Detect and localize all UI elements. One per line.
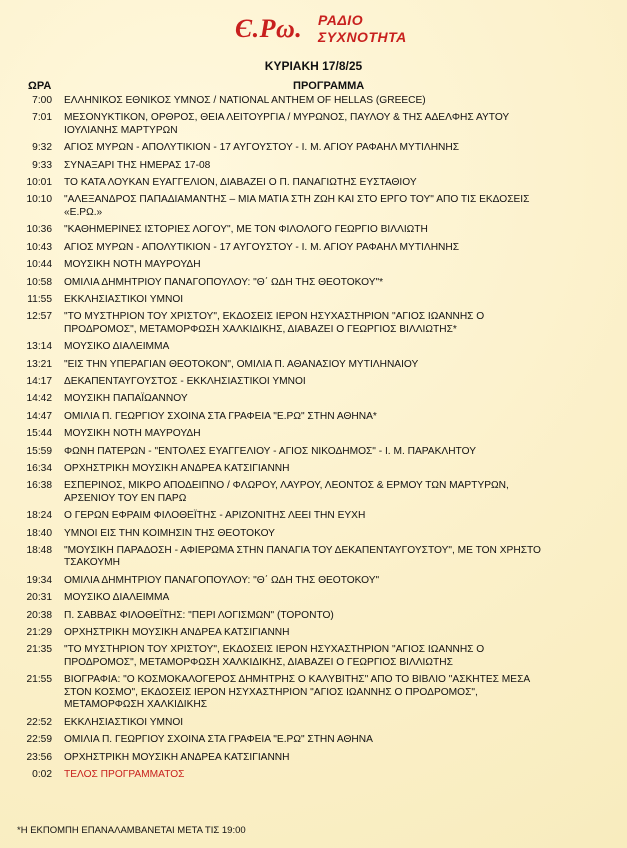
schedule-row: [0, 545, 627, 570]
schedule-row: [0, 95, 627, 108]
schedule-description-line: ΜΟΥΣΙΚΗ ΝΟΤΗ ΜΑΥΡΟΥΔΗ: [64, 259, 201, 271]
schedule-list: [0, 95, 627, 786]
schedule-time: 10:44: [26, 259, 52, 271]
schedule-row: [0, 359, 627, 372]
schedule-row: [0, 259, 627, 272]
schedule-description-line: "ΜΟΥΣΙΚΗ ΠΑΡΑΔΟΣΗ - ΑΦΙΕΡΩΜΑ ΣΤΗΝ ΠΑΝΑΓΙΑ ΤΟΥ ΔΕΚΑΠΕΝΤΑΥΓΟΥΣΤΟΥ", ΜΕ ΤΟΝ ΧΡΗΣΤΟ: [64, 544, 541, 556]
schedule-time: 9:32: [32, 142, 52, 154]
schedule-description-line: ΜΕΤΑΜΟΡΦΩΣΗ ΧΑΛΚΙΔΙΚΗΣ: [64, 699, 208, 711]
schedule-description-line: ΙΟΥΛΙΑΝΗΣ ΜΑΡΤΥΡΩΝ: [64, 124, 178, 136]
schedule-description-line: ΜΟΥΣΙΚΗ ΝΟΤΗ ΜΑΥΡΟΥΔΗ: [64, 428, 201, 440]
schedule-row: [0, 717, 627, 730]
schedule-description-line: ΟΜΙΛΙΑ ΔΗΜΗΤΡΙΟΥ ΠΑΝΑΓΟΠΟΥΛΟΥ: "Θ΄ ΩΔΗ ΤΗΣ ΘΕΟΤΟΚΟΥ": [64, 574, 380, 586]
schedule-description-line: ΟΡΧΗΣΤΡΙΚΗ ΜΟΥΣΙΚΗ ΑΝΔΡΕΑ ΚΑΤΣΙΓΙΑΝΝΗ: [64, 462, 290, 474]
schedule-description-line: Ο ΓΕΡΩΝ ΕΦΡΑΙΜ ΦΙΛΟΘΕΪΤΗΣ - ΑΡΙΖΟΝΙΤΗΣ ΛΕΕΙ ΤΗΝ ΕΥΧΗ: [64, 510, 366, 522]
logo-wordmark: Є.Ρω.: [235, 14, 303, 43]
schedule-description: [64, 717, 609, 730]
schedule-time: 15:59: [26, 445, 52, 457]
schedule-description: [64, 242, 609, 255]
schedule-description: [64, 610, 609, 623]
column-header-time: ΩΡΑ: [28, 80, 52, 92]
schedule-row: [0, 575, 627, 588]
schedule-time: 18:40: [26, 527, 52, 539]
schedule-time: 14:42: [26, 393, 52, 405]
schedule-description: [64, 428, 609, 441]
schedule-description: [64, 510, 609, 523]
schedule-description-line: ΦΩΝΗ ΠΑΤΕΡΩΝ - "ΕΝΤΟΛΕΣ ΕΥΑΓΓΕΛΙΟΥ - ΑΓΙΟΣ ΝΙΚΟΔΗΜΟΣ" - Ι. Μ. ΠΑΡΑΚΛΗΤΟΥ: [64, 445, 476, 457]
footer-note: *Η ΕΚΠΟΜΠΗ ΕΠΑΝΑΛΑΜΒΑΝΕΤΑΙ ΜΕΤΑ ΤΙΣ 19:00: [17, 825, 246, 836]
schedule-description-line: "ΑΛΕΞΑΝΔΡΟΣ ΠΑΠΑΔΙΑΜΑΝΤΗΣ – ΜΙΑ ΜΑΤΙΑ ΣΤΗ ΖΩΗ ΚΑΙ ΣΤΟ ΕΡΓΟ ΤΟΥ" ΑΠΟ ΤΙΣ ΕΚΔΟΣΕΙΣ: [64, 194, 530, 206]
schedule-time: 14:47: [26, 410, 52, 422]
schedule-description-line: ΕΣΠΕΡΙΝΟΣ, ΜΙΚΡΟ ΑΠΟΔΕΙΠΝΟ / ΦΛΩΡΟΥ, ΛΑΥΡΟΥ, ΛΕΟΝΤΟΣ & ΕΡΜΟΥ ΤΩΝ ΜΑΡΤΥΡΩΝ,: [64, 480, 509, 492]
schedule-time: 18:24: [26, 510, 52, 522]
schedule-description-line: ΜΟΥΣΙΚΟ ΔΙΑΛΕΙΜΜΑ: [64, 592, 170, 604]
schedule-row: [0, 224, 627, 237]
schedule-row: [0, 177, 627, 190]
schedule-time: 14:17: [26, 375, 52, 387]
schedule-description: [64, 259, 609, 272]
schedule-row: [0, 294, 627, 307]
schedule-time: 13:21: [26, 358, 52, 370]
schedule-description: [64, 194, 609, 219]
schedule-time: 10:58: [26, 276, 52, 288]
schedule-description-line: ΒΙΟΓΡΑΦΙΑ: "Ο ΚΟΣΜΟΚΑΛΟΓΕΡΟΣ ΔΗΜΗΤΡΗΣ Ο ΚΑΛΥΒΙΤΗΣ" ΑΠΟ ΤΟ ΒΙΒΛΙΟ "ΑΣΚΗΤΕΣ ΜΕΣΑ: [64, 674, 531, 686]
schedule-description: [64, 341, 609, 354]
schedule-description-line: ΟΜΙΛΙΑ ΔΗΜΗΤΡΙΟΥ ΠΑΝΑΓΟΠΟΥΛΟΥ: "Θ΄ ΩΔΗ ΤΗΣ ΘΕΟΤΟΚΟΥ"*: [64, 276, 384, 288]
schedule-row: [0, 311, 627, 336]
schedule-time: 12:57: [26, 311, 52, 323]
logo-tagline: [318, 12, 407, 46]
schedule-description: [64, 734, 609, 747]
schedule-description-line: ΥΜΝΟΙ ΕΙΣ ΤΗΝ ΚΟΙΜΗΣΙΝ ΤΗΣ ΘΕΟΤΟΚΟΥ: [64, 527, 275, 539]
schedule-description: [64, 311, 609, 336]
schedule-description: [64, 95, 609, 108]
schedule-time: 22:59: [26, 734, 52, 746]
schedule-time: 16:38: [26, 480, 52, 492]
schedule-description-line: ΜΟΥΣΙΚΗ ΠΑΠΑΪΩΑΝΝΟΥ: [64, 393, 188, 405]
schedule-description: [64, 674, 609, 712]
schedule-description-line: ΑΓΙΟΣ ΜΥΡΩΝ - ΑΠΟΛΥΤΙΚΙΟΝ - 17 ΑΥΓΟΥΣΤΟΥ - Ι. Μ. ΑΓΙΟΥ ΡΑΦΑΗΛ ΜΥΤΙΛΗΝΗΣ: [64, 241, 460, 253]
schedule-description-line: ΤΣΑΚΟΥΜΗ: [64, 557, 121, 569]
schedule-time: 10:01: [26, 177, 52, 189]
schedule-time: 7:01: [32, 112, 52, 124]
schedule-description-line: ΑΡΣΕΝΙΟΥ ΤΟΥ ΕΝ ΠΑΡΩ: [64, 492, 187, 504]
schedule-description-line: ΕΛΛΗΝΙΚΟΣ ΕΘΝΙΚΟΣ ΥΜΝΟΣ / NATIONAL ANTHEM OF HELLAS (GREECE): [64, 95, 426, 106]
schedule-description-line: ΜΟΥΣΙΚΟ ΔΙΑΛΕΙΜΜΑ: [64, 341, 170, 353]
schedule-time: 10:10: [26, 194, 52, 206]
schedule-time: 0:02: [32, 768, 52, 780]
schedule-description-line: ΠΡΟΔΡΟΜΟΣ", ΜΕΤΑΜΟΡΦΩΣΗ ΧΑΛΚΙΔΙΚΗΣ, ΔΙΑΒΑΖΕΙ Ο ΓΕΩΡΓΙΟΣ ΒΙΛΛΙΩΤΗΣ: [64, 656, 453, 668]
schedule-row: [0, 510, 627, 523]
schedule-time: 21:55: [26, 674, 52, 686]
schedule-time: 16:34: [26, 462, 52, 474]
schedule-row: [0, 610, 627, 623]
schedule-description: [64, 769, 609, 782]
schedule-description: [64, 411, 609, 424]
schedule-row: [0, 277, 627, 290]
schedule-description: [64, 446, 609, 459]
schedule-description-line: ΤΕΛΟΣ ΠΡΟΓΡΑΜΜΑΤΟΣ: [64, 768, 185, 780]
schedule-row: [0, 160, 627, 173]
schedule-time: 23:56: [26, 751, 52, 763]
schedule-row: [0, 142, 627, 155]
schedule-row: [0, 194, 627, 219]
schedule-description-line: ΣΤΟΝ ΚΟΣΜΟ", ΕΚΔΟΣΕΙΣ ΙΕΡΟΝ ΗΣΥΧΑΣΤΗΡΙΟΝ "ΑΓΙΟΣ ΙΩΑΝΝΗΣ Ο ΠΡΟΔΡΟΜΟΣ",: [64, 686, 478, 698]
column-header-program: ΠΡΟΓΡΑΜΜΑ: [293, 80, 365, 92]
schedule-time: 19:34: [26, 574, 52, 586]
schedule-description-line: ΕΚΚΛΗΣΙΑΣΤΙΚΟΙ ΥΜΝΟΙ: [64, 716, 184, 728]
schedule-row: [0, 393, 627, 406]
schedule-date: ΚΥΡΙΑΚΗ 17/8/25: [264, 59, 363, 73]
schedule-time: 7:00: [32, 95, 52, 106]
schedule-time: 20:31: [26, 592, 52, 604]
schedule-description: [64, 393, 609, 406]
schedule-description-line: "ΤΟ ΜΥΣΤΗΡΙΟΝ ΤΟΥ ΧΡΙΣΤΟΥ", ΕΚΔΟΣΕΙΣ ΙΕΡΟΝ ΗΣΥΧΑΣΤΗΡΙΟΝ "ΑΓΙΟΣ ΙΩΑΝΝΗΣ Ο: [64, 644, 485, 656]
logo-tagline-line2: ΣΥΧΝΟΤΗΤΑ: [318, 29, 407, 45]
schedule-description: [64, 545, 609, 570]
schedule-description: [64, 575, 609, 588]
schedule-description: [64, 480, 609, 505]
schedule-description: [64, 142, 609, 155]
schedule-time: 10:43: [26, 241, 52, 253]
schedule-row: [0, 446, 627, 459]
schedule-row: [0, 592, 627, 605]
schedule-description-line: ΔΕΚΑΠΕΝΤΑΥΓΟΥΣΤΟΣ - ΕΚΚΛΗΣΙΑΣΤΙΚΟΙ ΥΜΝΟΙ: [64, 375, 306, 387]
schedule-time: 11:55: [27, 293, 52, 305]
schedule-description-line: "ΚΑΘΗΜΕΡΙΝΕΣ ΙΣΤΟΡΙΕΣ ΛΟΓΟΥ", ΜΕ ΤΟΝ ΦΙΛΟΛΟΓΟ ΓΕΩΡΓΙΟ ΒΙΛΛΙΩΤΗ: [64, 224, 428, 236]
schedule-description-line: Π. ΣΑΒΒΑΣ ΦΙΛΟΘΕΪΤΗΣ: "ΠΕΡΙ ΛΟΓΙΣΜΩΝ" (ΤΟΡΟΝΤΟ): [64, 609, 334, 621]
schedule-description-line: ΑΓΙΟΣ ΜΥΡΩΝ - ΑΠΟΛΥΤΙΚΙΟΝ - 17 ΑΥΓΟΥΣΤΟΥ - Ι. Μ. ΑΓΙΟΥ ΡΑΦΑΗΛ ΜΥΤΙΛΗΝΗΣ: [64, 142, 460, 154]
schedule-row: [0, 242, 627, 255]
schedule-description: [64, 752, 609, 765]
schedule-description: [64, 463, 609, 476]
schedule-description-line: ΜΕΣΟΝΥΚΤΙΚΟΝ, ΟΡΘΡΟΣ, ΘΕΙΑ ΛΕΙΤΟΥΡΓΙΑ / ΜΥΡΩΝΟΣ, ΠΑΥΛΟΥ & ΤΗΣ ΑΔΕΛΦΗΣ ΑΥΤΟΥ: [64, 112, 510, 124]
schedule-description: [64, 177, 609, 190]
schedule-row: [0, 411, 627, 424]
schedule-row: [0, 752, 627, 765]
schedule-time: 21:29: [26, 627, 52, 639]
schedule-time: 21:35: [26, 644, 52, 656]
schedule-description: [64, 294, 609, 307]
schedule-description-line: ΟΡΧΗΣΤΡΙΚΗ ΜΟΥΣΙΚΗ ΑΝΔΡΕΑ ΚΑΤΣΙΓΙΑΝΝΗ: [64, 627, 290, 639]
schedule-row: [0, 463, 627, 476]
schedule-description: [64, 376, 609, 389]
schedule-time: 18:48: [26, 544, 52, 556]
schedule-description-line: "ΤΟ ΜΥΣΤΗΡΙΟΝ ΤΟΥ ΧΡΙΣΤΟΥ", ΕΚΔΟΣΕΙΣ ΙΕΡΟΝ ΗΣΥΧΑΣΤΗΡΙΟΝ "ΑΓΙΟΣ ΙΩΑΝΝΗΣ Ο: [64, 311, 485, 323]
schedule-time: 10:36: [26, 224, 52, 236]
schedule-description-line: «Ε.ΡΩ.»: [64, 206, 103, 218]
schedule-description: [64, 592, 609, 605]
schedule-description: [64, 528, 609, 541]
schedule-description-line: ΣΥΝΑΞΑΡΙ ΤΗΣ ΗΜΕΡΑΣ 17-08: [64, 159, 211, 171]
schedule-row: [0, 428, 627, 441]
schedule-description-line: ΕΚΚΛΗΣΙΑΣΤΙΚΟΙ ΥΜΝΟΙ: [64, 293, 184, 305]
schedule-time: 15:44: [26, 428, 52, 440]
schedule-description-line: ΠΡΟΔΡΟΜΟΣ", ΜΕΤΑΜΟΡΦΩΣΗ ΧΑΛΚΙΔΙΚΗΣ, ΔΙΑΒΑΖΕΙ Ο ΓΕΩΡΓΙΟΣ ΒΙΛΛΙΩΤΗΣ*: [64, 323, 457, 335]
schedule-description: [64, 224, 609, 237]
schedule-row: [0, 112, 627, 137]
schedule-time: 13:14: [26, 341, 52, 353]
schedule-description-line: ΟΡΧΗΣΤΡΙΚΗ ΜΟΥΣΙΚΗ ΑΝΔΡΕΑ ΚΑΤΣΙΓΙΑΝΝΗ: [64, 751, 290, 763]
schedule-time: 22:52: [26, 716, 52, 728]
logo-tagline-line1: ΡΑΔΙΟ: [318, 12, 364, 28]
schedule-row: [0, 769, 627, 782]
schedule-row: [0, 341, 627, 354]
schedule-row: [0, 627, 627, 640]
schedule-time: 20:38: [26, 609, 52, 621]
schedule-description-line: ΟΜΙΛΙΑ Π. ΓΕΩΡΓΙΟΥ ΣΧΟΙΝΑ ΣΤΑ ΓΡΑΦΕΙΑ "Ε.ΡΩ" ΣΤΗΝ ΑΘΗΝΑ: [64, 734, 373, 746]
station-logo: [0, 0, 627, 56]
schedule-description-line: "ΕΙΣ ΤΗΝ ΥΠΕΡΑΓΙΑΝ ΘΕΟΤΟΚΟΝ", ΟΜΙΛΙΑ Π. ΑΘΑΝΑΣΙΟΥ ΜΥΤΙΛΗΝΑΙΟΥ: [64, 358, 419, 370]
schedule-row: [0, 674, 627, 712]
schedule-description: [64, 359, 609, 372]
schedule-description: [64, 627, 609, 640]
schedule-row: [0, 376, 627, 389]
schedule-description-line: ΟΜΙΛΙΑ Π. ΓΕΩΡΓΙΟΥ ΣΧΟΙΝΑ ΣΤΑ ΓΡΑΦΕΙΑ "Ε.ΡΩ" ΣΤΗΝ ΑΘΗΝΑ*: [64, 410, 377, 422]
schedule-description: [64, 644, 609, 669]
schedule-row: [0, 644, 627, 669]
schedule-time: 9:33: [32, 159, 52, 171]
schedule-description-line: ΤΟ ΚΑΤΑ ΛΟΥΚΑΝ ΕΥΑΓΓΕΛΙΟΝ, ΔΙΑΒΑΖΕΙ Ο Π. ΠΑΝΑΓΙΩΤΗΣ ΕΥΣΤΑΘΙΟΥ: [64, 177, 417, 189]
schedule-description: [64, 160, 609, 173]
schedule-description: [64, 277, 609, 290]
schedule-row: [0, 528, 627, 541]
schedule-description: [64, 112, 609, 137]
schedule-row: [0, 734, 627, 747]
schedule-row: [0, 480, 627, 505]
